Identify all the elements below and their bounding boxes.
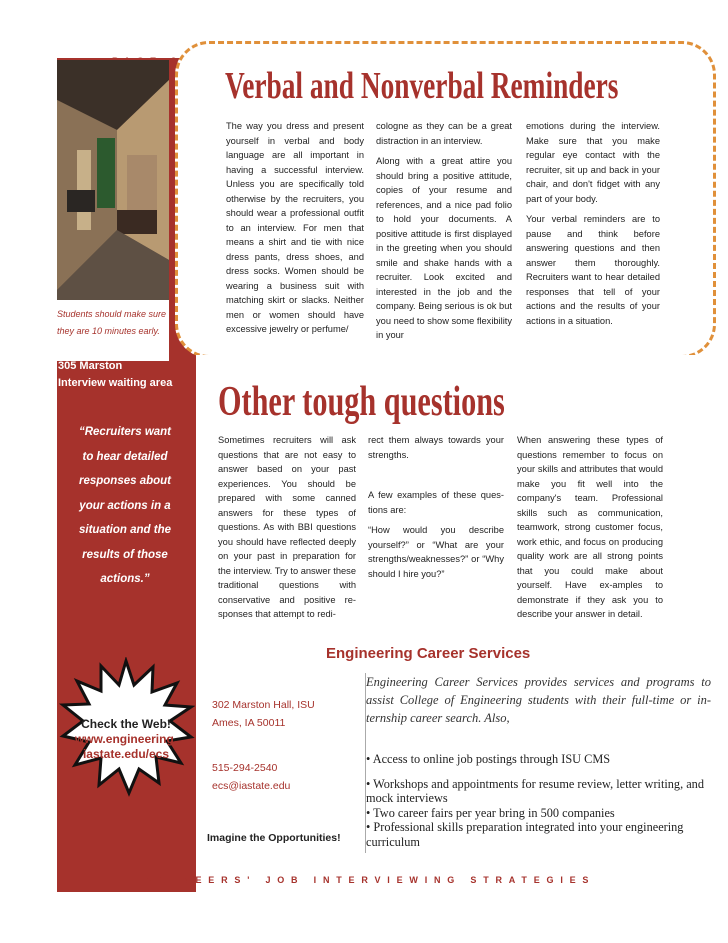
photo-caption: Students should make sure they are 10 minutes early. (57, 300, 169, 361)
waiting-room-photo (57, 60, 169, 300)
list-item: • Professional skills preparation integrated into your engineering curriculum (366, 820, 684, 849)
pull-quote: “Recruiters want to hear detailed responses about your actions in a situation and the results of those actions.” (78, 426, 172, 585)
phone-number: 515-294-2540 (212, 762, 278, 774)
reminders-column-1: The way you dress and present yourself in verbal and body language are all important in having a successful interview. Unless you are specifically told otherwise by the recruiters, you should wear a professional outfit to an interview. For men that means a shirt and tie with nice dress pants, dress shoes, and dress socks. Women should be wearing a business suit with matching skirt or slacks. Neither men or women should have excessive jewelry or perfume/ (226, 121, 364, 334)
website-link-cont[interactable]: iastate.edu/ecs (82, 747, 170, 761)
reminders-column-2: cologne as they can be a great distraction in an interview. Along with a great attire you should bring a positive attitude, copies of your resume and references, and a nice pad folio to hold your documents. A positive attitude is first displayed in the greeting when you should smile and shake hands with a recruiter. Look excited and interested in the job and the company. Being serious is ok but you need to show some flexibility in your (376, 121, 512, 340)
list-item: • Access to online job postings through ISU CMS (366, 752, 611, 766)
ecs-heading: Engineering Career Services (326, 645, 531, 662)
footer-title: ENGINEERS' JOB INTERVIEWING STRATEGIES (133, 875, 596, 885)
email-link[interactable]: ecs@iastate.edu (212, 780, 291, 792)
reminders-column-3: emotions during the interview. Make sure that you make regular eye contact with the recruiter, sit up and back in your chair, and don't fidget with any part of your body. Your verbal reminders are to pause and think before answering questions and then answer them thoroughly. Recruiters want to hear detailed responses that tell of your actions and the results of your actions in a situation. (526, 121, 660, 326)
section-title-questions: Other tough questions (218, 379, 505, 425)
address-line-2: Ames, IA 50011 (212, 717, 286, 729)
questions-column-2: rect them always towards your strengths. A few examples of these ques-tions are: “How would you describe yourself?” or “What are your strengths/weaknesses?” or “Why should I hire you?” (368, 435, 504, 579)
address-line-1: 302 Marston Hall, ISU (212, 699, 315, 711)
section-title-reminders: Verbal and Nonverbal Reminders (225, 65, 619, 107)
website-link[interactable]: www.engineering. (74, 732, 178, 746)
ecs-intro: Engineering Career Services provides services and programs to assist College of Engineering students with their full-time or in-ternship career search. Also, (366, 675, 711, 725)
questions-column-3: When answering these types of questions remember to focus on your skills and attributes that would make you fit well into the company's team. Professional skills such as communication, teamwork, strong customer focus, work ethic, and focus on producing quality work are all strong points that you could make about yourself. Have ex-amples to demonstrate if they ask you to describe your answer in detail. (517, 435, 663, 619)
list-item: • Workshops and appointments for resume review, letter writing, and mock interviews (366, 776, 704, 805)
photo-location-caption: 305 Marston Interview waiting area (58, 360, 173, 389)
website-callout[interactable]: Check the Web! www.engineering. iastate.edu/ecs (60, 717, 192, 762)
ecs-services-list (366, 752, 711, 853)
list-item: • Two career fairs per year bring in 500 companies (366, 805, 615, 820)
questions-column-1: Sometimes recruiters will ask questions that are not easy to answer based on your past experiences. You should be prepared with some canned answers for these types of questions. As with BBI questions you should have reflected deeply on your past in preparation for the interview. Try to answer these traditional questions with conservative and positive re-sponses that attempt to redi- (218, 435, 356, 619)
tagline: Imagine the Opportunities! (207, 832, 341, 844)
